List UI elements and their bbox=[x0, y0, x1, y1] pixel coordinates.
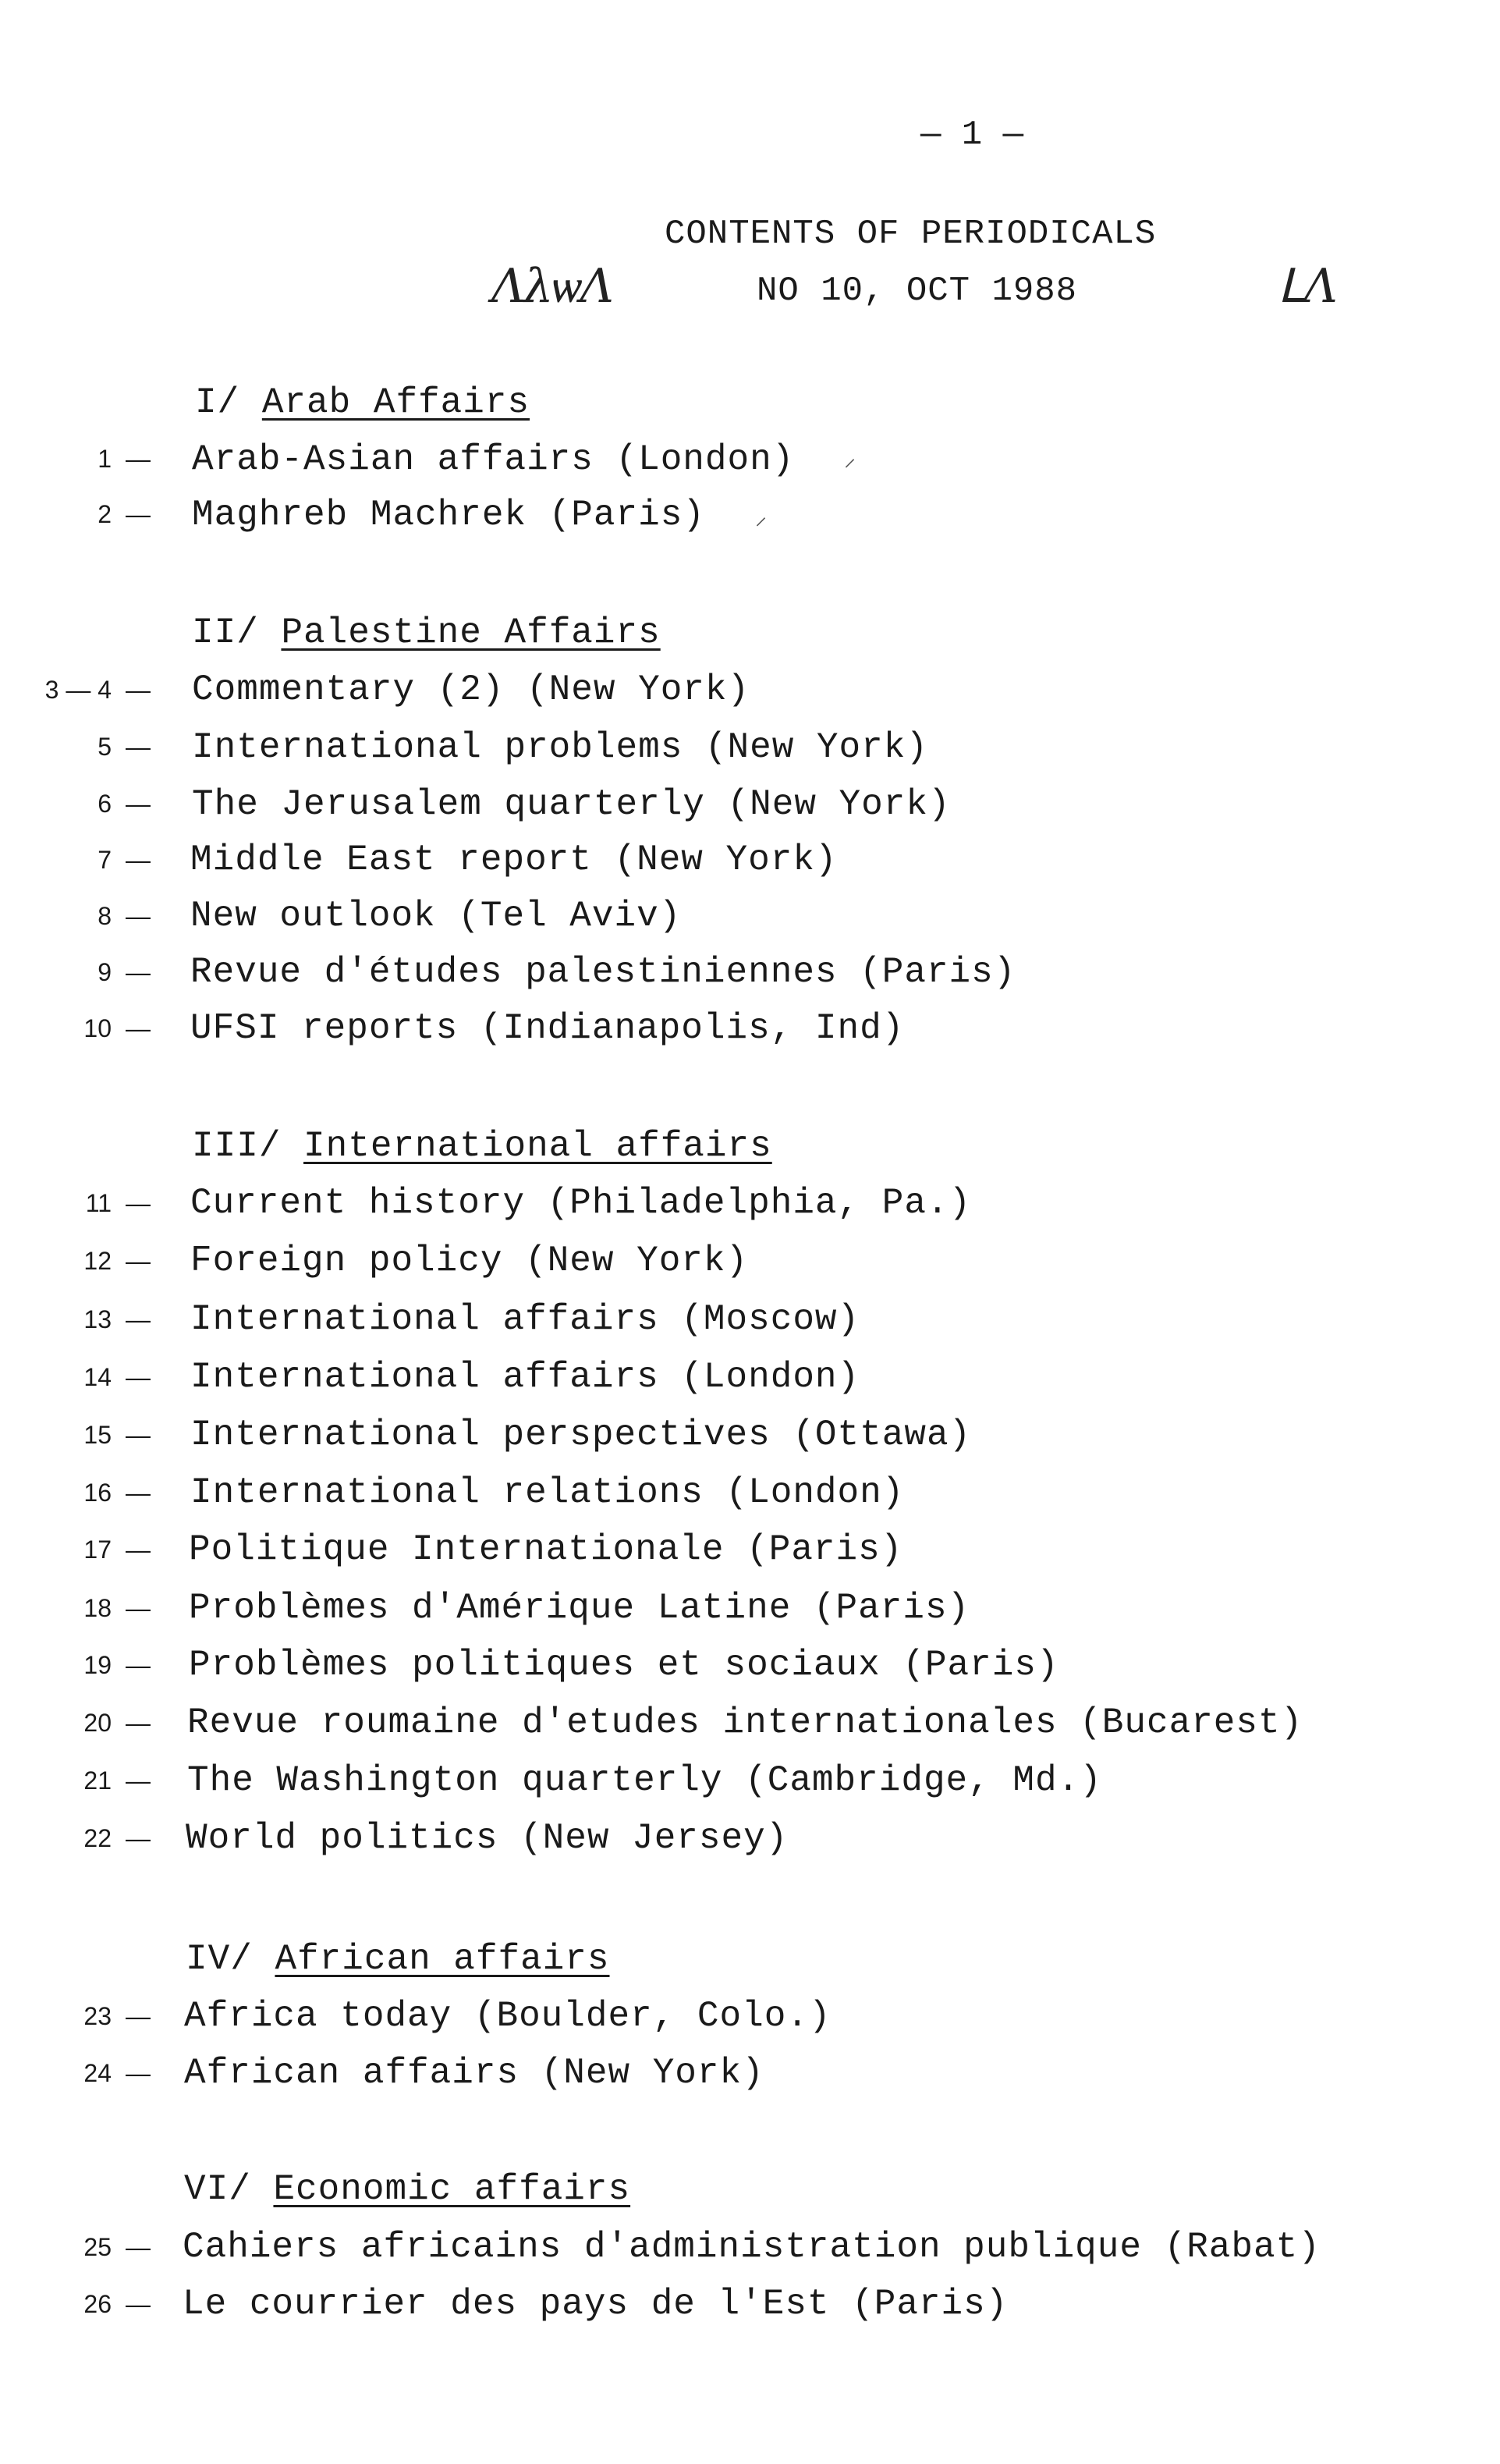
list-item: International affairs (Moscow) bbox=[190, 1299, 860, 1340]
section-roman: VI/ bbox=[184, 2169, 251, 2210]
entry-number: 20 — bbox=[83, 1709, 151, 1737]
list-item: Politique Internationale (Paris) bbox=[189, 1529, 903, 1570]
entry-number: 16 — bbox=[83, 1479, 151, 1507]
document-title: CONTENTS OF PERIODICALS bbox=[665, 215, 1157, 254]
list-item: Maghreb Machrek (Paris) bbox=[192, 495, 705, 535]
list-item: International problems (New York) bbox=[192, 727, 928, 768]
section-heading-arab-affairs bbox=[195, 382, 530, 423]
list-item: Problèmes politiques et sociaux (Paris) bbox=[189, 1645, 1059, 1685]
entry-number: 11 — bbox=[85, 1189, 151, 1217]
entry-number: 22 — bbox=[83, 1824, 151, 1852]
list-item: Commentary (2) (New York) bbox=[192, 669, 750, 710]
list-item: Foreign policy (New York) bbox=[190, 1241, 749, 1281]
entry-number: 7 — bbox=[98, 846, 151, 874]
list-item: The Jerusalem quarterly (New York) bbox=[192, 784, 951, 825]
section-title: Arab Affairs bbox=[261, 382, 530, 423]
section-title: Economic affairs bbox=[273, 2169, 631, 2210]
section-title: International affairs bbox=[303, 1126, 772, 1166]
section-roman: I/ bbox=[195, 382, 240, 423]
list-item: African affairs (New York) bbox=[184, 2053, 764, 2093]
entry-number: 3 — 4 — bbox=[44, 676, 151, 704]
handwritten-annotation-right: ᒪΛ bbox=[1278, 259, 1338, 314]
list-item: Middle East report (New York) bbox=[190, 840, 838, 880]
entry-number: 19 — bbox=[83, 1651, 151, 1679]
section-heading-economic-affairs bbox=[184, 2169, 630, 2210]
entry-number: 14 — bbox=[83, 1363, 151, 1391]
section-roman: II/ bbox=[192, 612, 259, 653]
entry-number: 9 — bbox=[98, 958, 151, 986]
list-item: New outlook (Tel Aviv) bbox=[190, 896, 682, 936]
entry-number: 5 — bbox=[98, 733, 151, 761]
section-title: African affairs bbox=[275, 1939, 610, 1979]
list-item: Arab-Asian affairs (London) bbox=[192, 439, 795, 480]
list-item: The Washington quarterly (Cambridge, Md.) bbox=[187, 1760, 1102, 1801]
section-heading-palestine-affairs bbox=[192, 612, 661, 653]
entry-number: 13 — bbox=[83, 1305, 151, 1333]
page-number: — 1 — bbox=[920, 115, 1024, 154]
list-item: International perspectives (Ottawa) bbox=[190, 1415, 972, 1455]
list-item: Current history (Philadelphia, Pa.) bbox=[190, 1183, 972, 1223]
check-mark-icon: ⸝ bbox=[755, 506, 767, 532]
section-title: Palestine Affairs bbox=[281, 612, 661, 653]
list-item: World politics (New Jersey) bbox=[186, 1818, 789, 1859]
list-item: International relations (London) bbox=[190, 1472, 905, 1513]
entry-number: 18 — bbox=[83, 1594, 151, 1622]
list-item: UFSI reports (Indianapolis, Ind) bbox=[190, 1008, 905, 1049]
entry-number: 2 — bbox=[98, 500, 151, 528]
handwritten-annotation-left: ΛλѡΛ bbox=[491, 259, 612, 314]
list-item: International affairs (London) bbox=[190, 1357, 860, 1397]
list-item: Le courrier des pays de l'Est (Paris) bbox=[183, 2284, 1009, 2324]
entry-number: 17 — bbox=[83, 1536, 151, 1564]
section-heading-international-affairs bbox=[192, 1126, 772, 1166]
section-heading-african-affairs bbox=[186, 1939, 610, 1979]
entry-number: 8 — bbox=[98, 902, 151, 930]
list-item: Revue roumaine d'etudes internationales (Bucarest) bbox=[187, 1702, 1303, 1743]
entry-number: 6 — bbox=[98, 790, 151, 818]
entry-number: 23 — bbox=[83, 2002, 151, 2030]
list-item: Africa today (Boulder, Colo.) bbox=[184, 1996, 832, 2036]
entry-number: 1 — bbox=[98, 445, 151, 473]
list-item: Problèmes d'Amérique Latine (Paris) bbox=[189, 1588, 970, 1628]
entry-number: 24 — bbox=[83, 2059, 151, 2087]
entry-number: 25 — bbox=[83, 2233, 151, 2261]
entry-number: 21 — bbox=[83, 1766, 151, 1795]
entry-number: 26 — bbox=[83, 2290, 151, 2318]
check-mark-icon: ⸝ bbox=[844, 447, 856, 474]
issue-line: NO 10, OCT 1988 bbox=[757, 272, 1078, 311]
entry-number: 12 — bbox=[83, 1247, 151, 1275]
section-roman: III/ bbox=[192, 1126, 282, 1166]
section-roman: IV/ bbox=[186, 1939, 253, 1979]
list-item: Revue d'études palestiniennes (Paris) bbox=[190, 952, 1016, 992]
list-item: Cahiers africains d'administration publique (Rabat) bbox=[183, 2227, 1321, 2267]
entry-number: 10 — bbox=[83, 1014, 151, 1042]
entry-number: 15 — bbox=[83, 1421, 151, 1449]
